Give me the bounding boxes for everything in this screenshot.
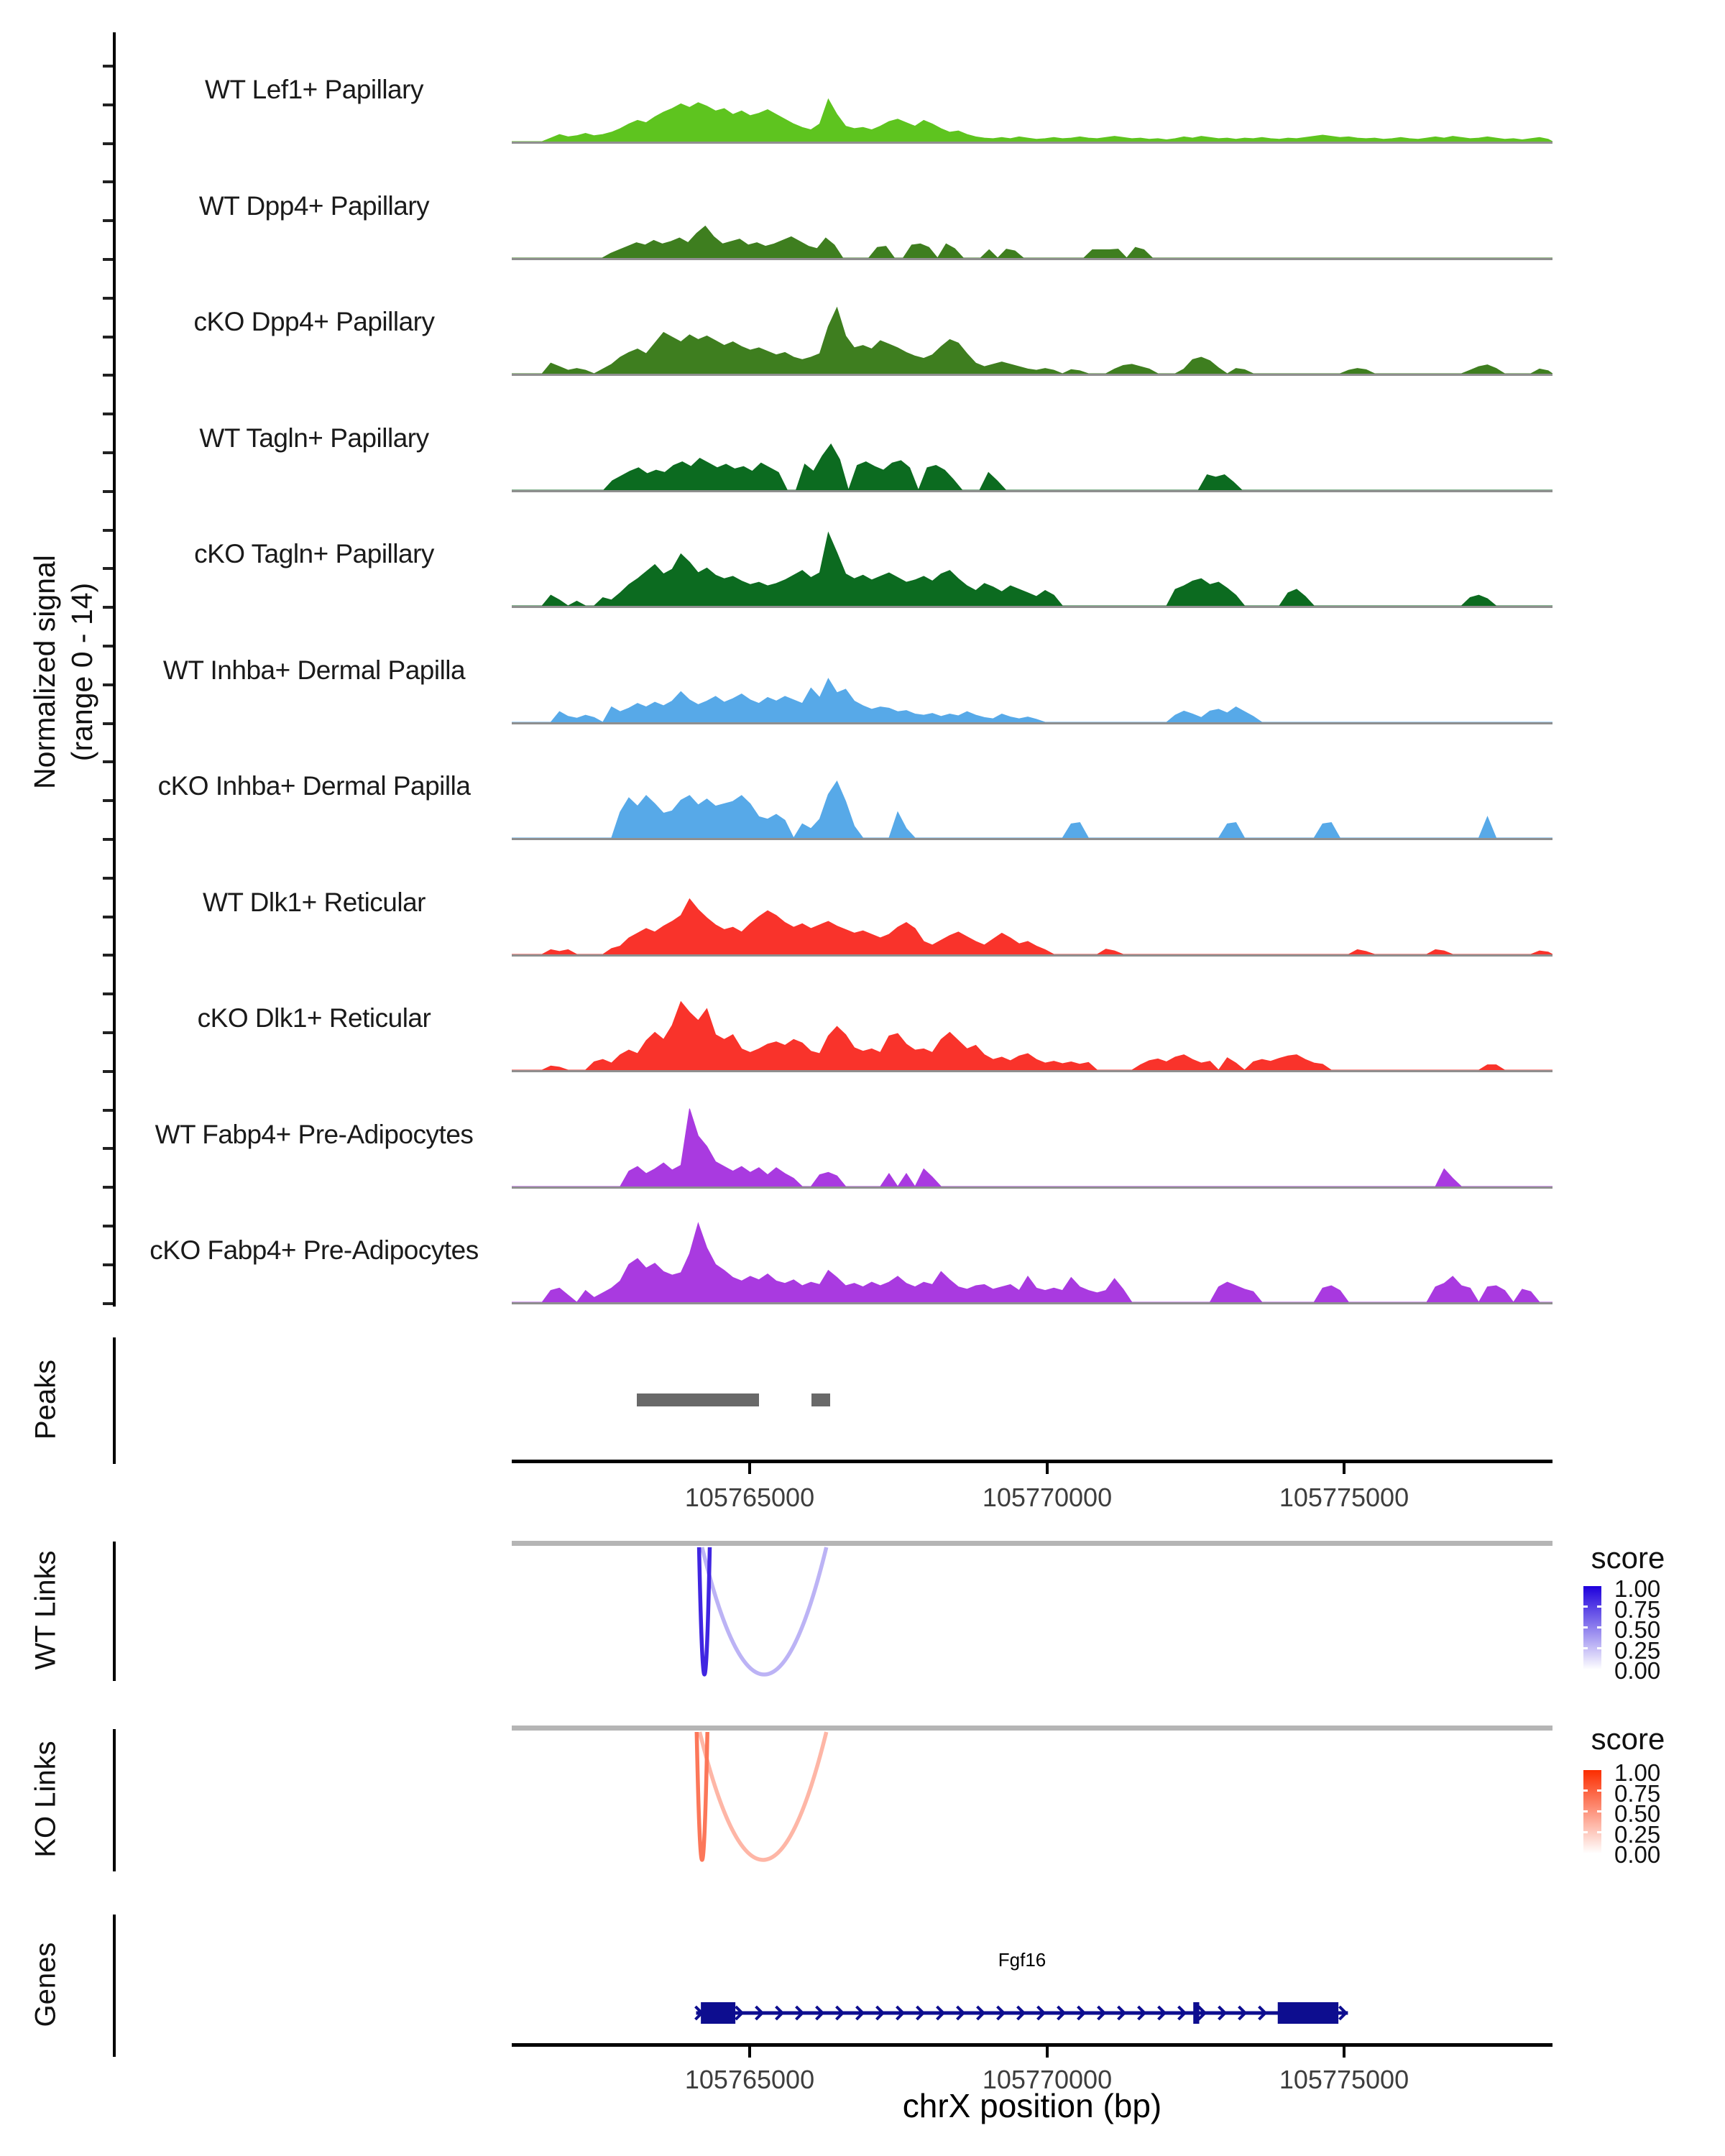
track-baseline <box>512 374 1552 376</box>
ko-legend-tick-label: 0.75 <box>1614 1779 1661 1807</box>
ko-links-arc <box>700 1732 827 1860</box>
signal-y-axis-spine <box>113 32 116 1307</box>
signal-y-axis-tick <box>103 1263 113 1266</box>
signal-y-axis-tick <box>103 1147 113 1150</box>
signal-axis-title-line2: (range 0 - 14) <box>65 582 98 762</box>
signal-track-area <box>512 523 1552 608</box>
track-label: WT Dpp4+ Papillary <box>198 190 430 221</box>
wt-legend-gradient-tick <box>1597 1647 1601 1649</box>
coverage-path <box>512 226 1552 257</box>
signal-y-axis-tick <box>103 142 113 145</box>
signal-y-axis-tick <box>103 1070 113 1073</box>
wt-legend-gradient-tick <box>1583 1606 1588 1608</box>
track-label: WT Tagln+ Papillary <box>199 423 429 453</box>
wt-legend-tick-label: 0.75 <box>1614 1595 1661 1623</box>
ko-links-spine <box>113 1729 116 1871</box>
track-label: WT Fabp4+ Pre-Adipocytes <box>155 1119 474 1149</box>
genes-spine <box>113 1915 116 2057</box>
signal-y-axis-tick <box>103 451 113 454</box>
coverage-path <box>512 99 1552 142</box>
ko-legend-gradient-tick <box>1597 1831 1601 1833</box>
ko-legend-tick-label: 0.50 <box>1614 1800 1661 1827</box>
gene-model <box>512 1991 1552 2037</box>
genome-axis-tick-label: 105765000 <box>684 1483 815 1512</box>
wt-links-spine <box>113 1542 116 1681</box>
signal-track-area <box>512 640 1552 724</box>
track-baseline <box>512 1070 1552 1072</box>
track-baseline <box>512 258 1552 260</box>
ko-links-legend-title: score <box>1591 1722 1665 1756</box>
signal-track-area <box>512 755 1552 840</box>
coverage-path <box>512 898 1552 954</box>
signal-y-axis-tick <box>103 1031 113 1034</box>
wt-links-legend-title: score <box>1591 1541 1665 1575</box>
signal-y-axis-tick <box>103 103 113 106</box>
signal-y-axis-tick <box>103 877 113 880</box>
wt-legend-tick-label: 0.25 <box>1614 1636 1661 1664</box>
gene-exon <box>1278 2002 1338 2024</box>
genome-axis-tick <box>1046 1463 1049 1474</box>
track-baseline <box>512 954 1552 957</box>
wt-legend-gradient-tick <box>1583 1626 1588 1628</box>
track-baseline <box>512 1187 1552 1189</box>
genome-axis-line <box>512 1460 1552 1463</box>
genome-axis-tick-label: 105770000 <box>982 2065 1113 2094</box>
genome-axis-tick <box>748 1463 751 1474</box>
ko-links-section-label: KO Links <box>29 1741 62 1858</box>
track-baseline <box>512 1302 1552 1304</box>
gene-exon <box>1193 2002 1199 2024</box>
signal-track-area <box>512 291 1552 376</box>
wt-links-arc <box>699 1547 710 1674</box>
ko-legend-gradient-tick <box>1597 1810 1601 1812</box>
signal-track-area <box>512 987 1552 1072</box>
ko-legend-gradient-tick <box>1583 1831 1588 1833</box>
peaks-section-label: Peaks <box>29 1359 62 1440</box>
track-baseline <box>512 142 1552 144</box>
signal-track-area <box>512 1220 1552 1304</box>
genome-axis-tick <box>748 2047 751 2058</box>
wt-legend-gradient-tick <box>1597 1606 1601 1608</box>
peak-interval-bar <box>811 1393 830 1406</box>
signal-y-axis-tick <box>103 645 113 648</box>
wt-legend-tick-label: 0.50 <box>1614 1616 1661 1643</box>
signal-y-axis-tick <box>103 258 113 261</box>
wt-legend-gradient-tick <box>1597 1626 1601 1628</box>
wt-links-arc <box>702 1547 827 1674</box>
peaks-spine <box>113 1337 116 1464</box>
ko-links-top-line <box>512 1726 1552 1731</box>
ko-legend-tick-label: 0.00 <box>1614 1841 1661 1868</box>
signal-axis-title <box>26 420 101 923</box>
track-baseline <box>512 606 1552 608</box>
signal-y-axis-tick <box>103 297 113 300</box>
genome-axis-tick-label: 105770000 <box>982 1483 1113 1512</box>
ko-legend-gradient-tick <box>1583 1810 1588 1812</box>
signal-y-axis-tick <box>103 838 113 841</box>
peak-interval-bar <box>637 1393 759 1406</box>
ko-legend-gradient-tick <box>1597 1789 1601 1792</box>
signal-y-axis-tick <box>103 219 113 222</box>
genome-axis-line <box>512 2043 1552 2047</box>
signal-y-axis-tick <box>103 529 113 532</box>
ko-links-arcs <box>512 1731 1552 1867</box>
signal-y-axis-tick <box>103 1302 113 1305</box>
track-label: cKO Inhba+ Dermal Papilla <box>157 771 471 801</box>
gene-name-label: Fgf16 <box>998 1949 1046 1971</box>
signal-y-axis-tick <box>103 760 113 763</box>
coverage-path <box>512 443 1552 489</box>
track-label: cKO Fabp4+ Pre-Adipocytes <box>150 1235 479 1265</box>
coverage-path <box>512 781 1552 838</box>
track-label: WT Dlk1+ Reticular <box>202 887 426 917</box>
wt-legend-tick-label: 1.00 <box>1614 1575 1661 1602</box>
track-baseline <box>512 490 1552 492</box>
signal-y-axis-tick <box>103 180 113 183</box>
track-label: cKO Dlk1+ Reticular <box>197 1003 431 1033</box>
gene-exon <box>701 2002 735 2024</box>
signal-y-axis-tick <box>103 992 113 995</box>
signal-y-axis-tick <box>103 916 113 918</box>
genes-section-label: Genes <box>29 1942 62 2027</box>
genome-axis-tick-label: 105775000 <box>1279 1483 1409 1512</box>
wt-legend-tick-label: 0.00 <box>1614 1657 1661 1684</box>
signal-track-area <box>512 407 1552 492</box>
genome-axis-tick <box>1343 2047 1346 2058</box>
signal-y-axis-tick <box>103 374 113 377</box>
track-baseline <box>512 722 1552 724</box>
signal-track-area <box>512 175 1552 260</box>
signal-y-axis-tick <box>103 1109 113 1112</box>
signal-y-axis-tick <box>103 606 113 609</box>
signal-axis-title-line1: Normalized signal <box>28 555 61 789</box>
wt-legend-gradient-tick <box>1583 1647 1588 1649</box>
signal-y-axis-tick <box>103 722 113 725</box>
signal-track-area <box>512 1104 1552 1189</box>
signal-y-axis-tick <box>103 336 113 338</box>
signal-y-axis-tick <box>103 65 113 68</box>
signal-y-axis-tick <box>103 490 113 493</box>
signal-y-axis-tick <box>103 567 113 570</box>
coverage-path <box>512 1223 1552 1302</box>
wt-links-section-label: WT Links <box>29 1550 62 1670</box>
signal-track-area <box>512 59 1552 144</box>
ko-legend-tick-label: 1.00 <box>1614 1759 1661 1786</box>
ko-legend-tick-label: 0.25 <box>1614 1820 1661 1848</box>
genome-axis-tick-label: 105775000 <box>1279 2065 1409 2094</box>
signal-y-axis-tick <box>103 413 113 415</box>
coverage-path <box>512 1002 1552 1070</box>
signal-y-axis-tick <box>103 1225 113 1227</box>
track-label: WT Lef1+ Papillary <box>205 75 423 104</box>
wt-links-top-line <box>512 1541 1552 1546</box>
signal-y-axis-tick <box>103 799 113 802</box>
wt-links-arcs <box>512 1546 1552 1682</box>
genome-axis-tick <box>1343 1463 1346 1474</box>
ko-legend-gradient-tick <box>1583 1789 1588 1792</box>
genome-axis-tick <box>1046 2047 1049 2058</box>
genome-axis-tick-label: 105765000 <box>684 2065 815 2094</box>
coverage-path <box>512 1108 1552 1186</box>
coverage-path <box>512 533 1552 606</box>
signal-y-axis-tick <box>103 954 113 957</box>
track-label: WT Inhba+ Dermal Papilla <box>162 655 466 685</box>
x-axis-title: chrX position (bp) <box>902 2087 1162 2124</box>
track-label: cKO Tagln+ Papillary <box>194 539 434 568</box>
signal-track-area <box>512 872 1552 957</box>
signal-y-axis-tick <box>103 683 113 686</box>
ko-links-arc <box>696 1732 707 1860</box>
track-label: cKO Dpp4+ Papillary <box>193 307 435 336</box>
track-baseline <box>512 838 1552 840</box>
signal-y-axis-tick <box>103 1186 113 1189</box>
coverage-path <box>512 308 1552 374</box>
coverage-path <box>512 678 1552 722</box>
